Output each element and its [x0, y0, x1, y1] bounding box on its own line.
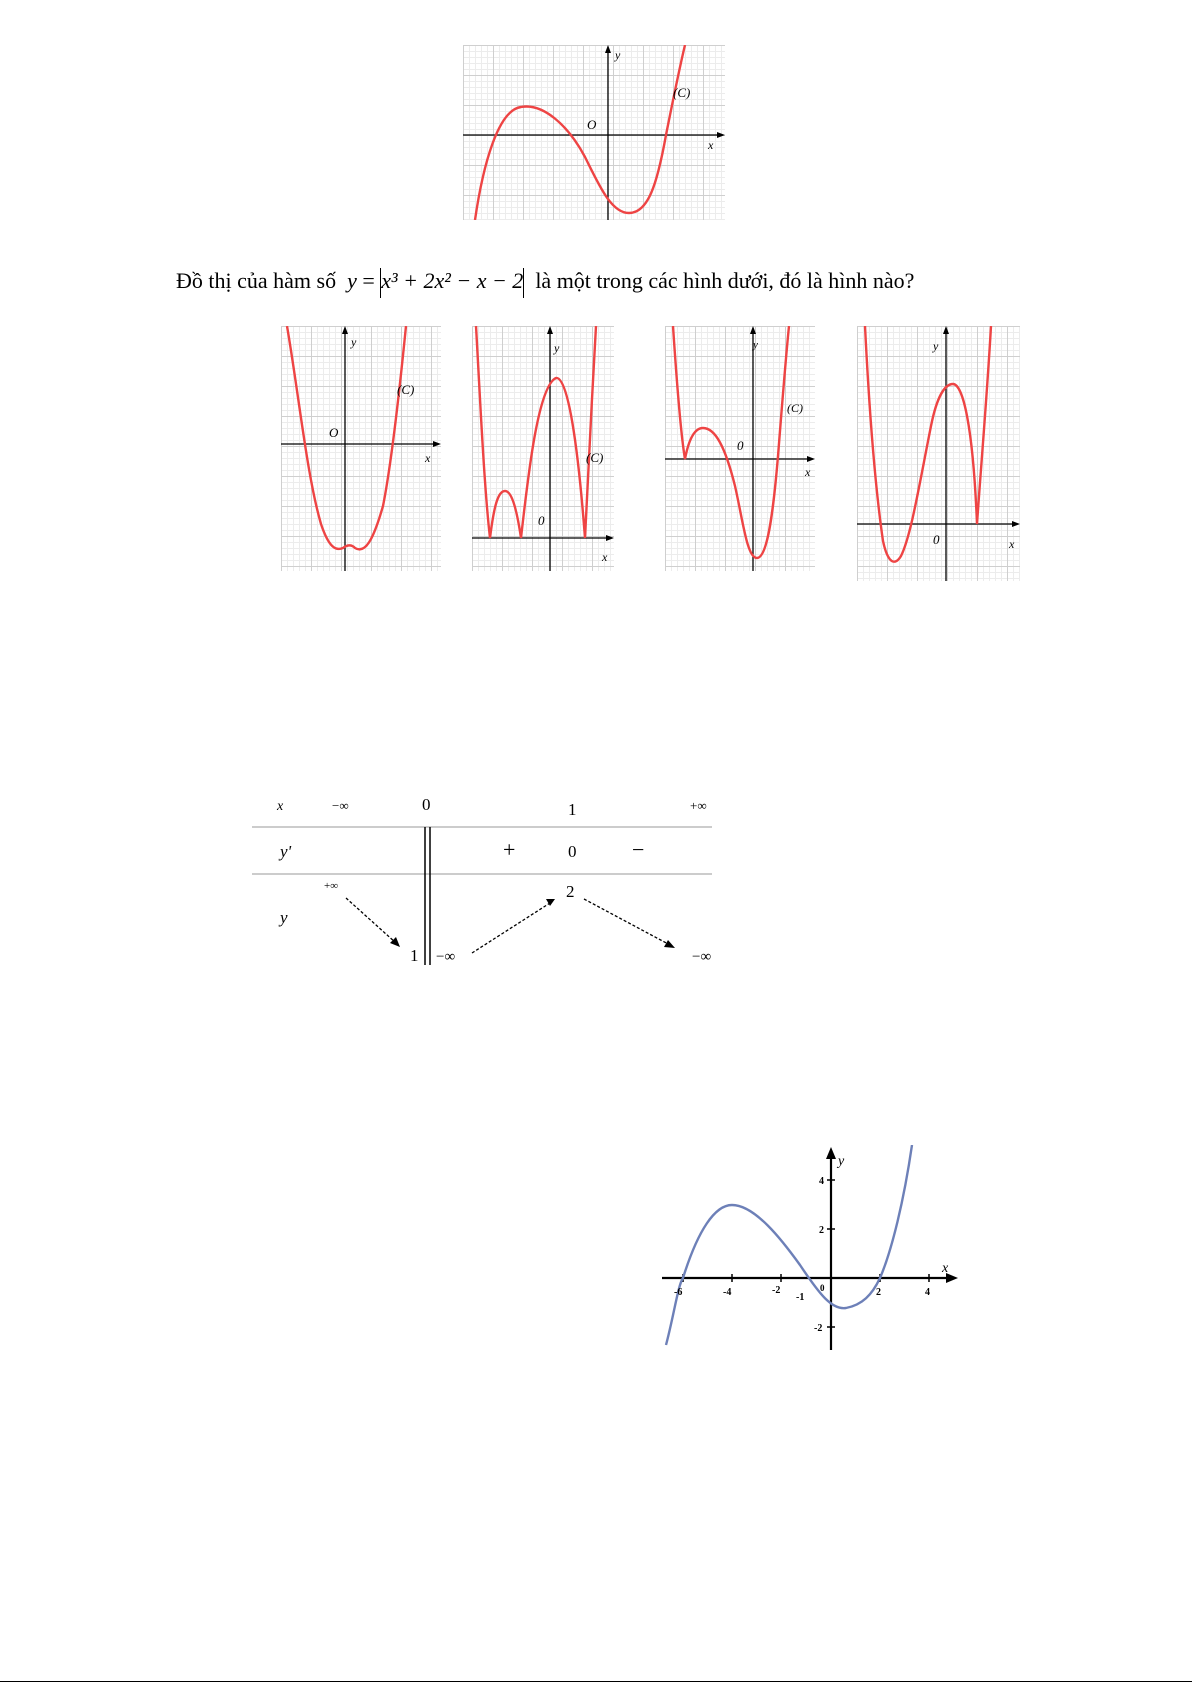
- question-suffix: là một trong các hình dưới, đó là hình nào?: [535, 268, 915, 293]
- option-1-y-label: y: [351, 335, 357, 349]
- bottom-x-tick-label-m2: -2: [772, 1285, 781, 1296]
- table-y-neg-inf-right: −∞: [692, 949, 712, 965]
- option-1-graph: [281, 326, 441, 571]
- table-dy-zero: 0: [568, 842, 577, 861]
- option-1-curve: [287, 326, 406, 549]
- table-y-one: 1: [410, 946, 419, 965]
- option-2-y-arrow: [547, 326, 553, 334]
- table-y-two: 2: [566, 882, 575, 901]
- table-dy-plus: +: [503, 837, 516, 862]
- option-4-y-label: y: [933, 339, 939, 353]
- option-1-y-arrow: [342, 326, 348, 334]
- top-curve-label: (C): [673, 85, 691, 100]
- table-y-neg-inf-left: −∞: [436, 949, 456, 965]
- question-text: [176, 266, 1076, 298]
- table-arrow-head-3: [664, 940, 675, 948]
- bottom-graph: [660, 1145, 960, 1350]
- formula-eq: =: [362, 268, 375, 293]
- table-x-neg-inf: −∞: [332, 798, 349, 813]
- option-4-x-label: x: [1009, 537, 1015, 551]
- page-bottom-rule: [0, 1681, 1192, 1682]
- option-2-x-arrow: [606, 535, 614, 541]
- top-origin-label: O: [587, 117, 597, 132]
- table-x-label: x: [277, 799, 284, 814]
- table-arrow-up: [472, 903, 550, 953]
- bottom-x-tick-label-0: 0: [820, 1283, 825, 1293]
- option-1-x-label: x: [425, 451, 431, 465]
- table-dy-minus: −: [632, 837, 645, 862]
- option-3-curve: [673, 326, 789, 558]
- bottom-x-tick-label-4: 4: [925, 1287, 930, 1298]
- option-3-x-label: x: [805, 465, 811, 479]
- option-3-y-label: y: [753, 339, 758, 351]
- question-prefix: Đồ thị của hàm số: [176, 268, 337, 293]
- option-2-y-label: y: [554, 341, 560, 355]
- bottom-x-tick-label-m6: -6: [674, 1287, 683, 1298]
- option-4-y-arrow: [943, 326, 949, 334]
- table-arrow-down-1: [346, 898, 396, 943]
- option-4-x-arrow: [1012, 521, 1020, 527]
- bottom-y-arrow: [826, 1147, 836, 1159]
- option-2-curve-label: (C): [586, 450, 604, 465]
- top-y-label: y: [615, 48, 621, 62]
- table-arrow-head-2: [546, 899, 555, 906]
- bottom-curve: [666, 1145, 912, 1345]
- option-3-curve-label: (C): [787, 401, 803, 415]
- top-x-label: x: [708, 138, 714, 152]
- table-y-label: y: [280, 908, 288, 927]
- option-1-x-arrow: [433, 441, 441, 447]
- bottom-y-tick-label-4: 4: [819, 1176, 824, 1187]
- top-y-arrow: [605, 45, 611, 53]
- bottom-y-tick-label-m2: -2: [814, 1323, 823, 1334]
- option-2-graph: [472, 326, 614, 571]
- formula-expr: x³ + 2x² − x − 2: [381, 268, 524, 293]
- table-x-one: 1: [568, 800, 577, 819]
- bottom-x-label: x: [942, 1261, 949, 1276]
- option-2-origin-label: 0: [538, 513, 545, 528]
- option-1-curve-label: (C): [397, 382, 415, 397]
- option-4-graph: [857, 326, 1020, 581]
- option-1-origin-label: O: [329, 425, 339, 440]
- table-y-pos-inf: +∞: [324, 880, 339, 892]
- variation-table: [250, 795, 720, 965]
- bottom-x-tick-label-2: 2: [876, 1287, 881, 1298]
- abs-bar-right: [523, 268, 524, 298]
- top-x-arrow: [717, 132, 725, 138]
- option-3-y-arrow: [750, 326, 756, 334]
- bottom-x-tick-label-m4: -4: [723, 1287, 732, 1298]
- bottom-x-tick-label-m1: -1: [796, 1292, 805, 1303]
- table-x-pos-inf: +∞: [690, 798, 707, 813]
- option-4-origin-label: 0: [933, 532, 940, 547]
- option-2-x-label: x: [602, 550, 608, 564]
- top-curve: [475, 45, 685, 220]
- table-dy-label: y': [280, 842, 292, 861]
- option-3-origin-label: 0: [737, 438, 744, 453]
- option-2-curve: [476, 326, 596, 538]
- bottom-y-label: y: [838, 1154, 845, 1169]
- option-4-curve: [865, 326, 991, 562]
- bottom-y-tick-label-2: 2: [819, 1225, 824, 1236]
- formula-y: y: [347, 268, 357, 293]
- table-x-zero: 0: [422, 795, 431, 814]
- option-3-x-arrow: [807, 456, 815, 462]
- top-graph: [463, 45, 725, 220]
- table-arrow-down-2: [584, 899, 670, 945]
- option-3-graph: [665, 326, 815, 571]
